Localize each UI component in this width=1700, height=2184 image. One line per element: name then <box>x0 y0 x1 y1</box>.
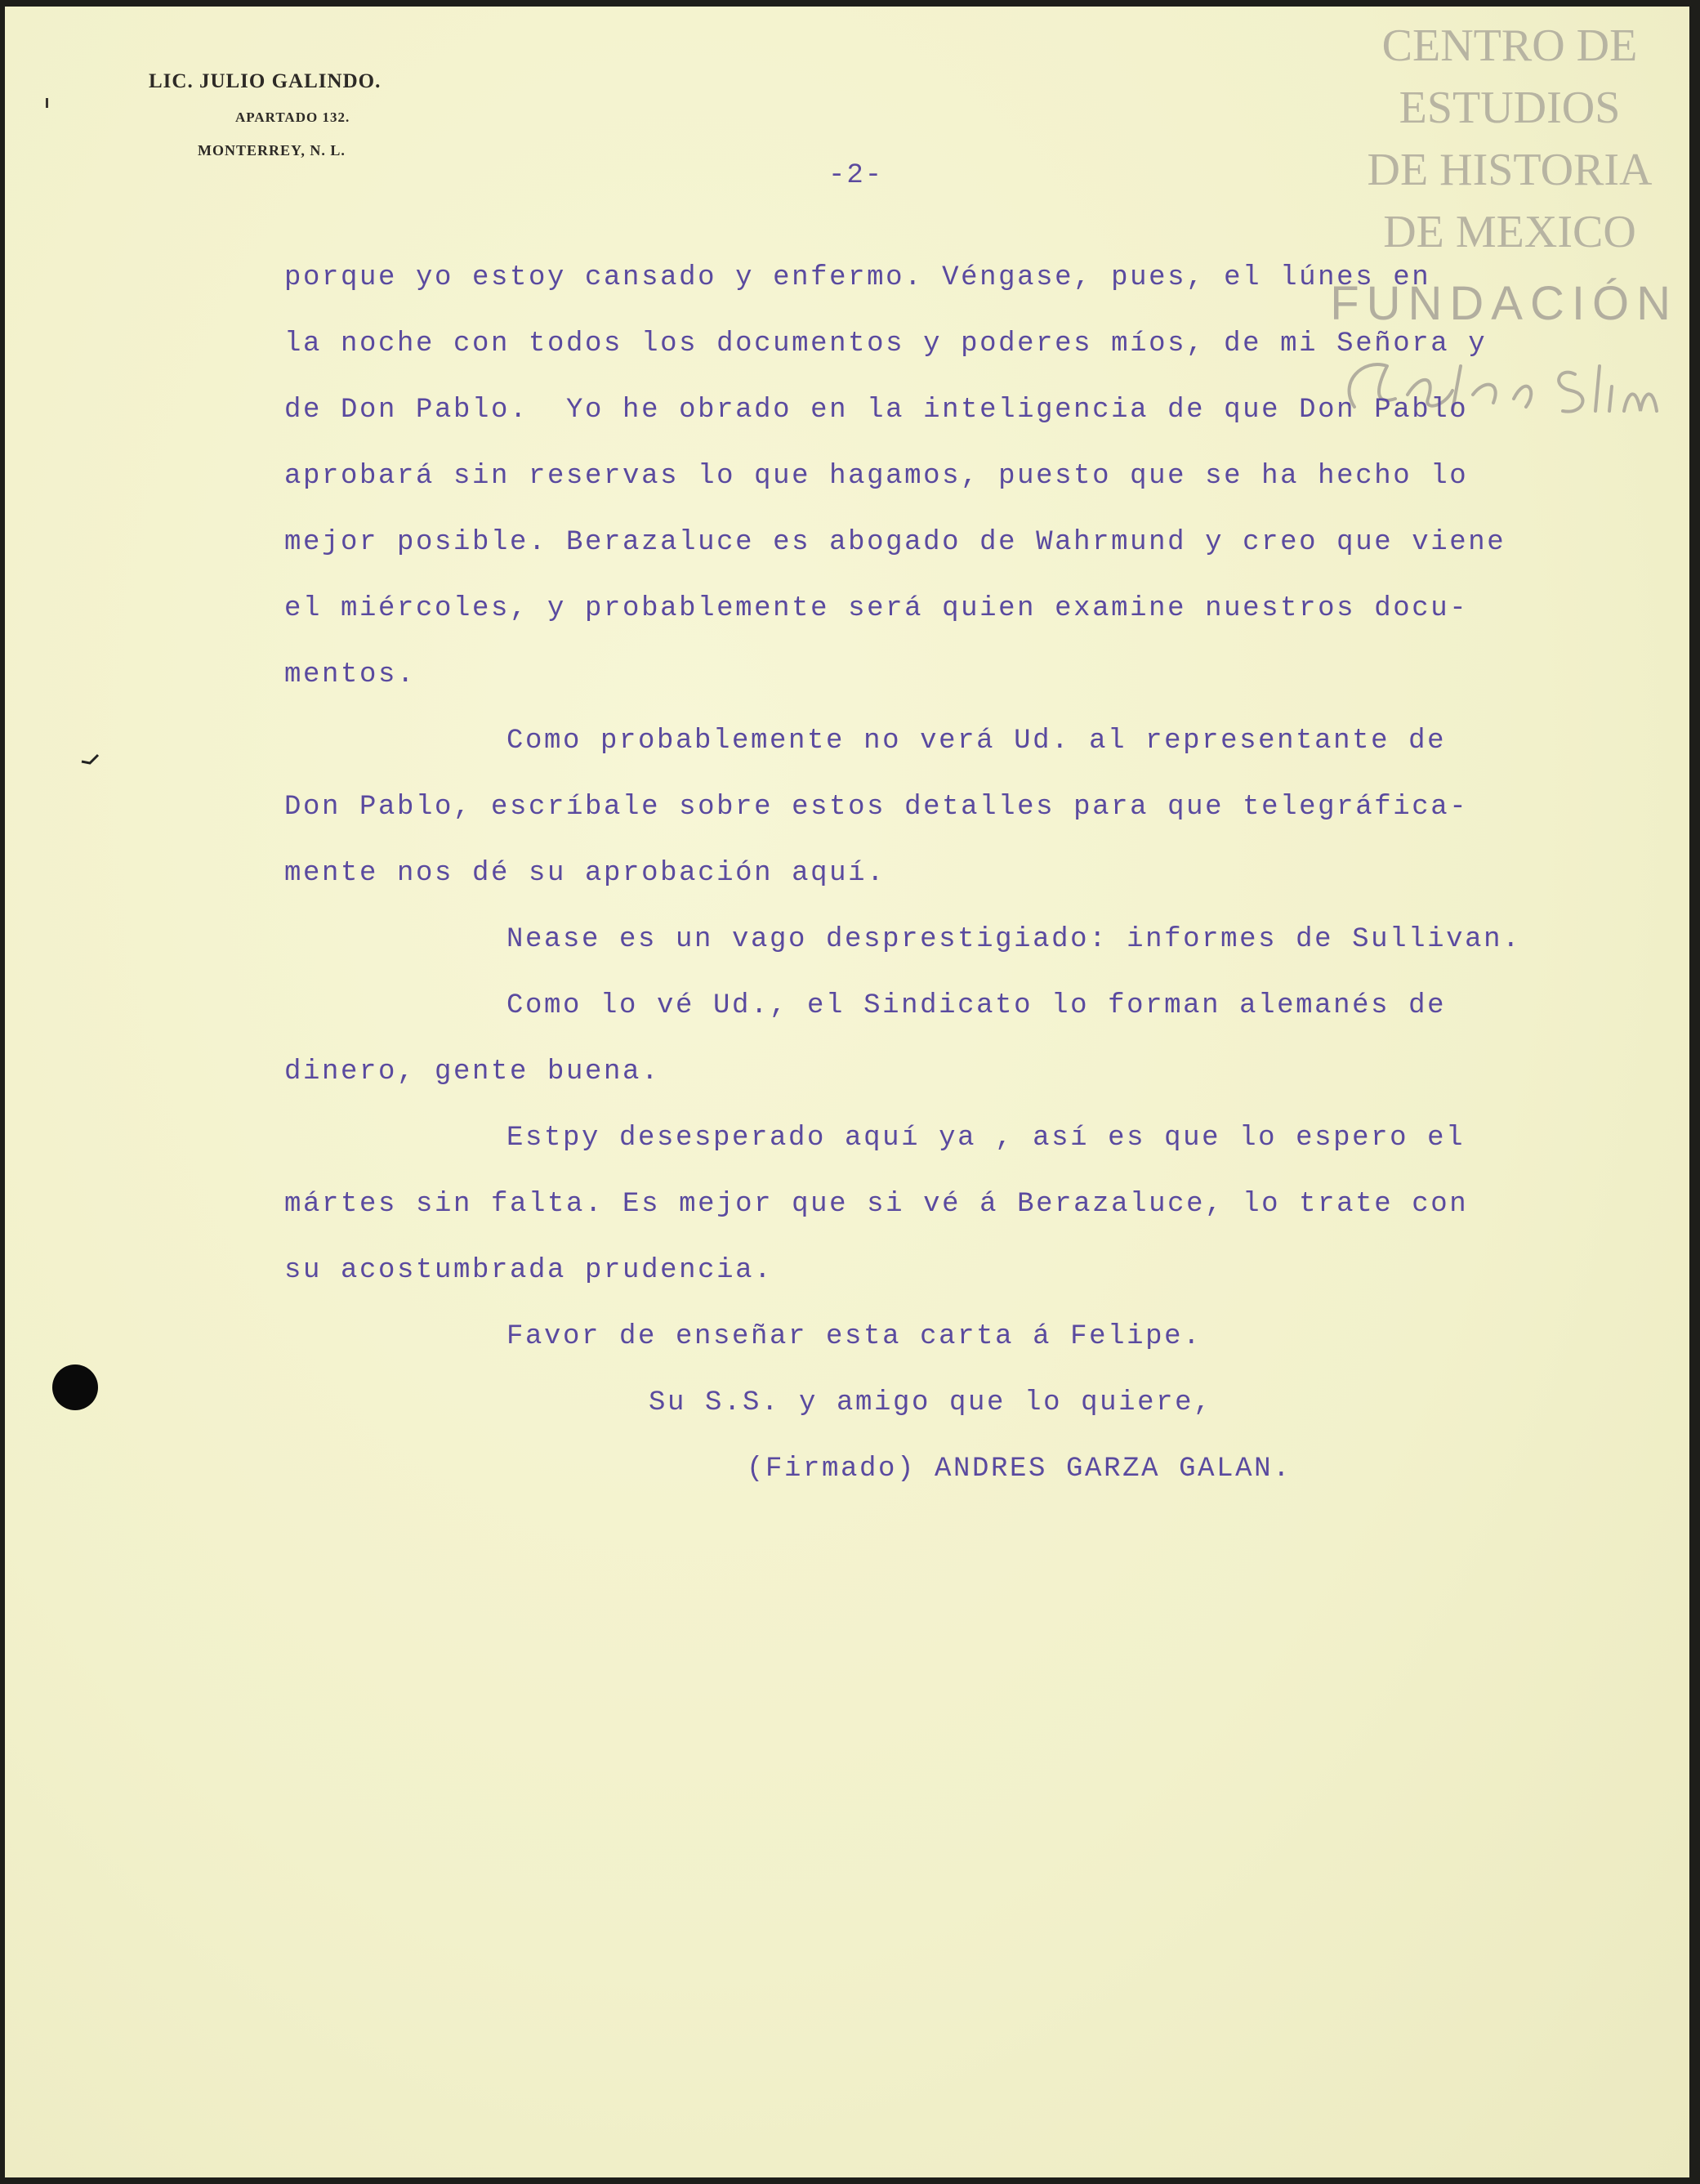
body-line: la noche con todos los documentos y poderes míos, de mi Señora y <box>284 328 1488 360</box>
body-line: su acostumbrada prudencia. <box>284 1255 774 1286</box>
body-line: mártes sin falta. Es mejor que si vé á Berazaluce, lo trate con <box>284 1189 1469 1220</box>
body-line: Como probablemente no verá Ud. al representante de <box>506 726 1447 757</box>
body-line: Favor de enseñar esta carta á Felipe. <box>506 1321 1202 1352</box>
watermark-line: CENTRO DE <box>1381 20 1638 71</box>
body-line: el miércoles, y probablemente será quien examine nuestros docu- <box>284 593 1469 624</box>
watermark-line: DE HISTORIA <box>1367 145 1653 195</box>
watermark-line: DE MEXICO <box>1383 207 1636 257</box>
body-line: Como lo vé Ud., el Sindicato lo forman alemanés de <box>506 990 1447 1021</box>
page-number: -2- <box>828 160 884 191</box>
body-line: dinero, gente buena. <box>284 1056 661 1088</box>
closing-line: Su S.S. y amigo que lo quiere, <box>649 1387 1213 1418</box>
signature-line: (Firmado) ANDRES GARZA GALAN. <box>747 1454 1292 1485</box>
ink-tick-mark <box>80 753 100 765</box>
watermark-line: ESTUDIOS <box>1399 83 1621 133</box>
body-line: aprobará sin reservas lo que hagamos, puesto que se ha hecho lo <box>284 461 1469 492</box>
letterhead-box: APARTADO 132. <box>235 109 350 125</box>
body-line: porque yo estoy cansado y enfermo. Véngase, pues, el lúnes en <box>284 262 1431 293</box>
body-line: Estpy desesperado aquí ya , así es que lo espero el <box>506 1123 1466 1154</box>
body-line: de Don Pablo. Yo he obrado en la inteligencia de que Don Pablo <box>284 395 1469 426</box>
body-line: mentos. <box>284 659 417 690</box>
watermark-foundation: FUNDACIÓN <box>1330 277 1678 330</box>
body-line: Nease es un vago desprestigiado: informes de Sullivan. <box>506 924 1522 955</box>
letterhead-city: MONTERREY, N. L. <box>198 142 346 159</box>
letter-page <box>5 7 1689 2177</box>
letter-body <box>284 255 1608 1512</box>
body-line: Don Pablo, escríbale sobre estos detalles para que telegráfica- <box>284 792 1469 823</box>
body-line: mente nos dé su aprobación aquí. <box>284 858 886 889</box>
punch-hole <box>52 1364 98 1410</box>
ink-mark <box>46 98 48 108</box>
archive-watermark <box>1330 15 1689 263</box>
body-line: mejor posible. Berazaluce es abogado de Wahrmund y creo que viene <box>284 527 1506 558</box>
letterhead-name: LIC. JULIO GALINDO. <box>149 70 381 92</box>
